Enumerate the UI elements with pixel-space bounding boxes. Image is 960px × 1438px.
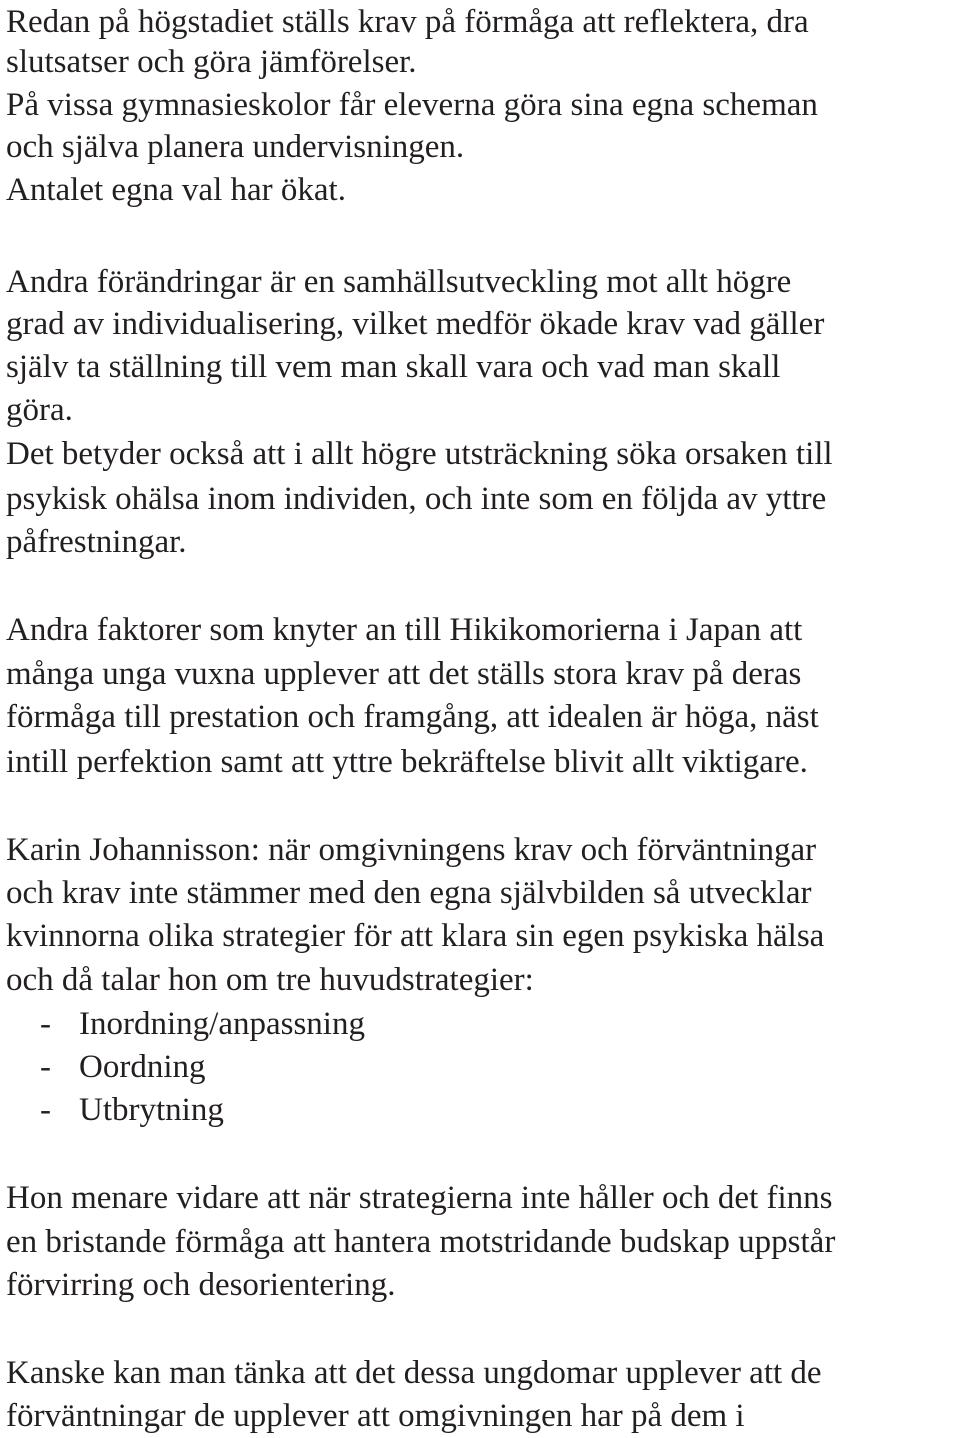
text-line: och krav inte stämmer med den egna självbilden så utvecklar	[6, 875, 812, 911]
text-line: och då talar hon om tre huvudstrategier:	[6, 962, 534, 998]
text-line: Andra faktorer som knyter an till Hikikomorierna i Japan att	[6, 612, 803, 648]
text-line: Antalet egna val har ökat.	[6, 172, 346, 208]
list-item-label: Inordning/anpassning	[79, 1006, 365, 1042]
bullet-marker: -	[40, 1049, 51, 1085]
text-line: förmåga till prestation och framgång, att idealen är höga, näst	[6, 699, 819, 735]
text-line: påfrestningar.	[6, 524, 187, 560]
text-line: På vissa gymnasieskolor får eleverna göra sina egna scheman	[6, 87, 818, 123]
text-line: Hon menare vidare att när strategierna inte håller och det finns	[6, 1180, 833, 1216]
text-line: kvinnorna olika strategier för att klara sin egen psykiska hälsa	[6, 918, 825, 954]
text-line: psykisk ohälsa inom individen, och inte som en följda av yttre	[6, 481, 827, 517]
text-line: förvirring och desorientering.	[6, 1267, 396, 1303]
text-line: och själva planera undervisningen.	[6, 129, 465, 165]
bullet-marker: -	[40, 1092, 51, 1128]
text-line: slutsatser och göra jämförelser.	[6, 44, 417, 80]
text-line: själv ta ställning till vem man skall vara och vad man skall	[6, 349, 781, 385]
text-line: grad av individualisering, vilket medför ökade krav vad gäller	[6, 306, 825, 342]
text-line: göra.	[6, 392, 73, 428]
text-line: många unga vuxna upplever att det ställs stora krav på deras	[6, 656, 802, 692]
text-line: Andra förändringar är en samhällsutveckling mot allt högre	[6, 264, 792, 300]
text-line: en bristande förmåga att hantera motstridande budskap uppstår	[6, 1224, 836, 1260]
text-line: intill perfektion samt att yttre bekräftelse blivit allt viktigare.	[6, 744, 808, 780]
text-line: Karin Johannisson: när omgivningens krav och förväntningar	[6, 832, 817, 868]
bullet-marker: -	[40, 1006, 51, 1042]
text-line: Kanske kan man tänka att det dessa ungdomar upplever att de	[6, 1355, 822, 1391]
text-line: förväntningar de upplever att omgivningen har på dem i	[6, 1398, 745, 1434]
text-line: Det betyder också att i allt högre utsträckning söka orsaken till	[6, 436, 833, 472]
text-line: Redan på högstadiet ställs krav på förmåga att reflektera, dra	[6, 4, 809, 40]
list-item-label: Utbrytning	[79, 1092, 224, 1128]
list-item-label: Oordning	[79, 1049, 206, 1085]
